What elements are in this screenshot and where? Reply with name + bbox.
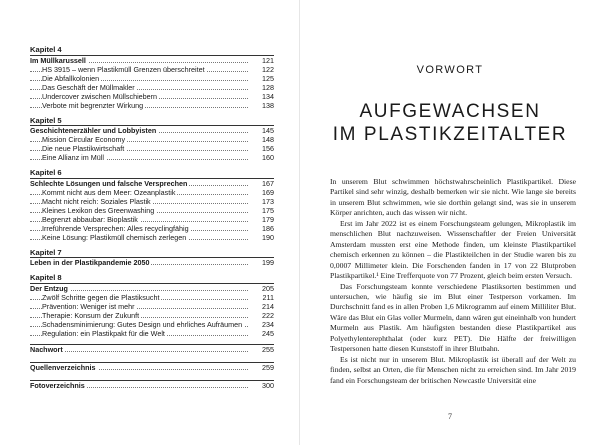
entry-title: Kommt nicht aus dem Meer: Ozeanplastik xyxy=(42,187,176,197)
entry-title: Kleines Lexikon des Greenwashing xyxy=(42,205,155,215)
entry-title: Geschichtenerzähler und Lobbyisten xyxy=(30,126,157,135)
section-entry xyxy=(30,233,274,242)
entry-page-number: 199 xyxy=(262,258,274,267)
toc-chapter xyxy=(30,273,274,338)
entry-page-number: 175 xyxy=(262,205,274,215)
body-text xyxy=(330,177,576,386)
paragraph: In unserem Blut schwimmen höchstwahrscheinlich Plastikpartikel. Diese Partikel sind sehr winzig, deshalb bemerken wir sie nicht. Wie lange sie bereits in unserem Blut schwimmen, wie sie dorthin gelangt sind, was sie in unserem Körper anrichten, auch das wissen wir nicht. xyxy=(330,177,576,218)
entry-title: Leben in der Plastikpandemie 2050 xyxy=(30,258,150,267)
entry-title: Macht nicht reich: Soziales Plastik xyxy=(42,196,151,206)
section-entry xyxy=(30,74,274,83)
section-entry xyxy=(30,320,274,329)
toc-standalone-entry xyxy=(30,344,274,354)
chapter-title-entry xyxy=(30,179,274,188)
paragraph: Das Forschungsteam konnte verschiedene Plastiksorten bestimmen und untersuchen, wie häufig sie im Blut einer Testperson vorkamen. Im Durchschnitt fand es in allen Proben 1,6 Mikrogramm auf einem Milliliter Blut. Wäre das Blut ein Glas voller Murmeln, dann wären gut eineinhalb von hundert Murmeln aus Plastik. Am häufigsten bestanden diese Plastikpartikel aus Polyethylenterephthalat (oder kurz PET). Die Hälfte der freiwilligen Testpersonen hatte diesen Kunststoff in ihrer Blutbahn. xyxy=(330,281,576,354)
chapter-label: Kapitel 8 xyxy=(30,273,62,282)
section-entry xyxy=(30,329,274,338)
right-page xyxy=(300,0,600,445)
entry-title: Nachwort xyxy=(30,344,63,354)
chapter-title-entry xyxy=(30,56,274,65)
section-entry xyxy=(30,135,274,144)
paragraph: Es ist nicht nur in unserem Blut. Mikroplastik ist überall auf der Welt zu finden, selbst an Orten, die für Menschen nicht zu erreichen sind. Im Jahr 2019 fand ein Forschungsteam der britischen Newcastle Universität eine xyxy=(330,354,576,385)
toc-chapter xyxy=(30,168,274,242)
section-entry xyxy=(30,293,274,302)
chapter-label: Kapitel 6 xyxy=(30,168,62,177)
entry-page-number: 169 xyxy=(262,187,274,197)
section-entry xyxy=(30,188,274,197)
chapter-title-entry xyxy=(30,126,274,135)
entry-page-number: 186 xyxy=(262,223,274,233)
entry-title: Im Müllkarussell xyxy=(30,55,86,65)
heading-line-1: AUFGEWACHSEN xyxy=(359,101,541,122)
section-entry xyxy=(30,65,274,74)
section-entry xyxy=(30,153,274,162)
chapter-title-entry xyxy=(30,258,274,267)
entry-page-number: 300 xyxy=(262,380,274,390)
entry-title: Zwölf Schritte gegen die Plastiksucht xyxy=(42,292,160,302)
entry-page-number: 121 xyxy=(262,55,274,65)
entry-title: Die neue Plastikwirtschaft xyxy=(42,144,125,153)
entry-page-number: 211 xyxy=(262,292,274,302)
standalone-title-entry xyxy=(30,345,274,354)
entry-page-number: 173 xyxy=(262,196,274,206)
entry-title: Die Abfallkolonien xyxy=(42,73,100,83)
toc-standalone-entry xyxy=(30,362,274,372)
entry-page-number: 167 xyxy=(262,178,274,188)
entry-title: Mission Circular Economy xyxy=(42,135,126,144)
entry-page-number: 156 xyxy=(262,144,274,153)
entry-page-number: 255 xyxy=(262,344,274,354)
entry-title: Prävention: Weniger ist mehr xyxy=(42,301,135,311)
entry-page-number: 245 xyxy=(262,328,274,338)
entry-title: Schlechte Lösungen und falsche Versprechen xyxy=(30,178,188,188)
section-entry xyxy=(30,311,274,320)
section-label: VORWORT xyxy=(416,64,484,76)
toc-standalone-entry xyxy=(30,380,274,390)
chapter-label: Kapitel 5 xyxy=(30,115,62,125)
entry-page-number: 148 xyxy=(262,135,274,144)
section-entry xyxy=(30,83,274,92)
entry-title: Keine Lösung: Plastikmüll chemisch zerlegen xyxy=(42,232,187,242)
chapter-label: Kapitel 4 xyxy=(30,45,62,54)
entry-title: Schadensminimierung: Gutes Design und ehrliches Aufräumen xyxy=(42,319,243,329)
entry-page-number: 259 xyxy=(262,362,274,372)
section-entry xyxy=(30,224,274,233)
toc-chapter xyxy=(30,248,274,268)
entry-title: HS 3915 – wenn Plastikmüll Grenzen überschreitet xyxy=(42,64,205,74)
entry-page-number: 122 xyxy=(262,64,274,74)
entry-page-number: 125 xyxy=(262,73,274,83)
entry-title: Therapie: Konsum der Zukunft xyxy=(42,310,140,320)
section-entry xyxy=(30,215,274,224)
entry-title: Quellenverzeichnis xyxy=(30,362,96,372)
entry-title: Das Geschäft der Müllmakler xyxy=(42,82,135,92)
table-of-contents xyxy=(30,45,274,398)
entry-page-number: 190 xyxy=(262,232,274,242)
entry-page-number: 222 xyxy=(262,310,274,320)
paragraph: Erst im Jahr 2022 ist es einem Forschungsteam gelungen, Mikroplastik im menschlichen Blut nachzuweisen. Wissenschaftler der Freien Universität Amsterdam mussten erst eine Methode finden, um kleinste Plastikpartikel chemisch erkennen zu können – die Plastikteilchen in der Studie waren bis zu 0,0007 Millimeter klein. Die Forschenden fanden in 17 von 22 Blutproben Plastikpartikel.¹ Eine Trefferquote von 77 Prozent, gleich beim ersten Versuch. xyxy=(330,218,576,281)
chapter-title-entry xyxy=(30,284,274,293)
entry-title: Begrenzt abbaubar: Bioplastik xyxy=(42,214,138,224)
toc-chapter xyxy=(30,45,274,110)
toc-chapter xyxy=(30,116,274,163)
chapter-heading xyxy=(300,100,600,146)
section-entry xyxy=(30,101,274,110)
entry-title: Fotoverzeichnis xyxy=(30,380,85,390)
section-entry xyxy=(30,92,274,101)
entry-page-number: 138 xyxy=(262,100,274,110)
entry-page-number: 234 xyxy=(262,319,274,329)
chapter-label: Kapitel 7 xyxy=(30,247,62,257)
entry-page-number: 134 xyxy=(262,91,274,101)
heading-line-2: IM PLASTIKZEITALTER xyxy=(332,124,568,145)
section-entry xyxy=(30,144,274,153)
entry-page-number: 160 xyxy=(262,153,274,162)
page-number: 7 xyxy=(448,412,452,421)
entry-title: Undercover zwischen Müllschiebern xyxy=(42,91,158,101)
entry-page-number: 179 xyxy=(262,214,274,224)
entry-page-number: 214 xyxy=(262,301,274,311)
entry-title: Eine Allianz im Müll xyxy=(42,153,104,162)
entry-title: Regulation: ein Plastikpakt für die Welt xyxy=(42,328,165,338)
standalone-title-entry xyxy=(30,363,274,372)
entry-title: Verbote mit begrenzter Wirkung xyxy=(42,100,144,110)
section-entry xyxy=(30,206,274,215)
entry-page-number: 128 xyxy=(262,82,274,92)
entry-title: Irreführende Versprechen: Alles recyclingfähig xyxy=(42,223,189,233)
standalone-title-entry xyxy=(30,381,274,390)
entry-page-number: 145 xyxy=(262,126,274,135)
section-entry xyxy=(30,302,274,311)
entry-page-number: 205 xyxy=(262,283,274,293)
entry-title: Der Entzug xyxy=(30,283,68,293)
section-entry xyxy=(30,197,274,206)
